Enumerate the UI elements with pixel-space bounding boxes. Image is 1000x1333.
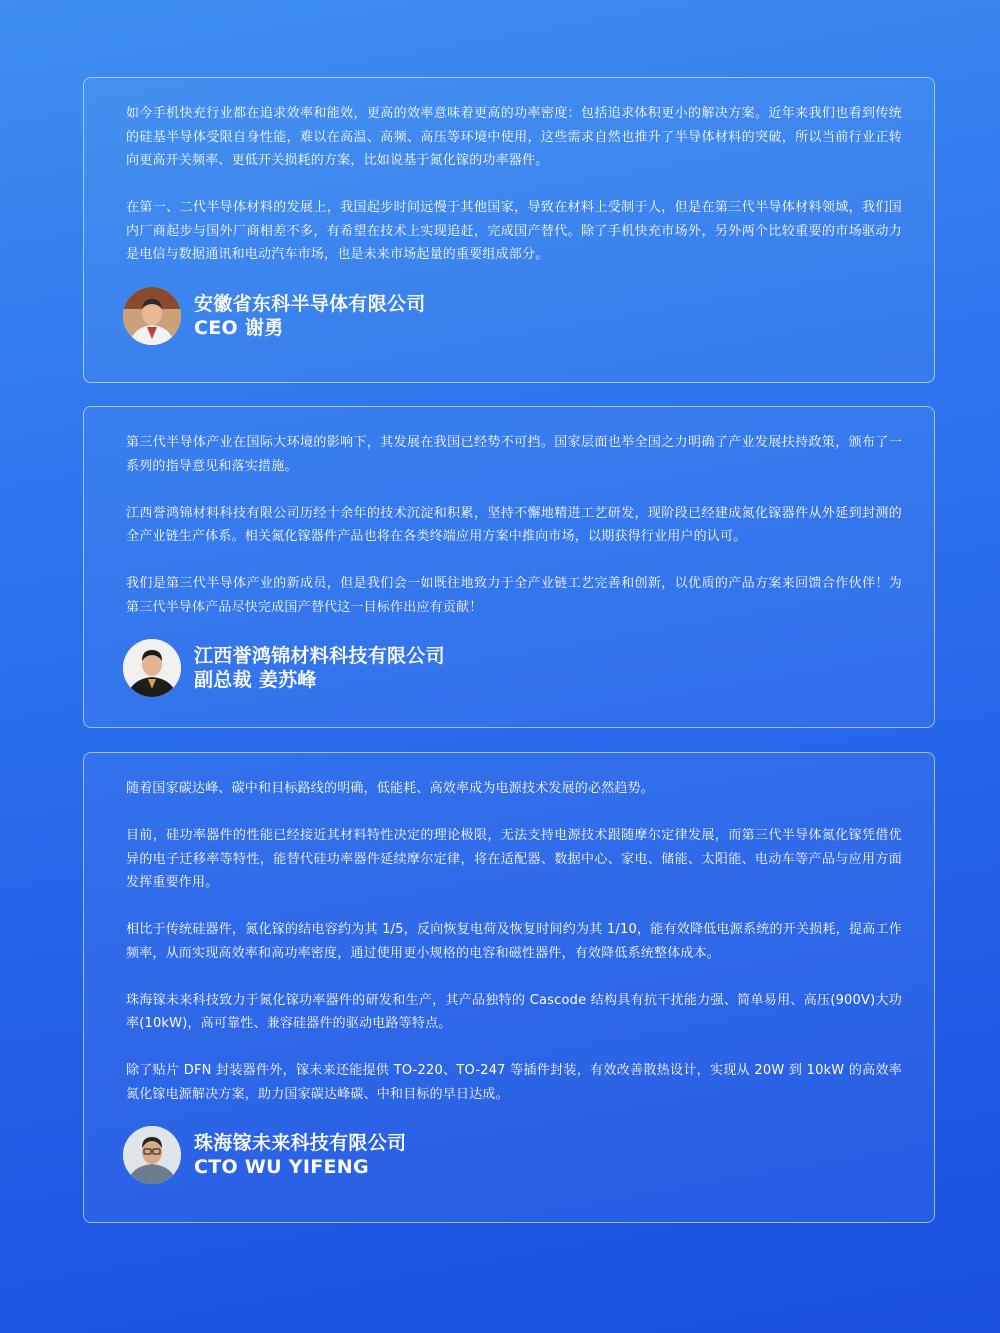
company-name: 江西誉鸿锦材料科技有限公司 xyxy=(194,645,445,667)
quote-paragraph: 随着国家碳达峰、碳中和目标路线的明确，低能耗、高效率成为电源技术发展的必然趋势。 xyxy=(126,781,655,796)
quote-paragraph: 相比于传统硅器件，氮化镓的结电容约为其 1/5，反向恢复电荷及恢复时间约为其 1/10，能有效降低电源系统的开关损耗，提高工作频率，从而实现高效率和高功率密度，通过使用更小规格的电容和磁性器件，有效降低系统整体成本。 xyxy=(126,922,902,961)
author-role: CTO WU YIFENG xyxy=(194,1156,369,1178)
avatar xyxy=(123,287,181,345)
quote-paragraph: 除了贴片 DFN 封装器件外，镓未来还能提供 TO-220、TO-247 等插件封装，有效改善散热设计，实现从 20W 到 10kW 的高效率氮化镓电源解决方案，助力国家碳达峰碳、中和目标的早日达成。 xyxy=(126,1063,902,1102)
company-name: 珠海镓未来科技有限公司 xyxy=(194,1132,407,1154)
author-block xyxy=(123,287,902,345)
company-name: 安徽省东科半导体有限公司 xyxy=(194,292,426,315)
testimonial-card-3 xyxy=(83,752,935,1223)
quote-paragraph: 目前，硅功率器件的性能已经接近其材料特性决定的理论极限，无法支持电源技术跟随摩尔定律发展，而第三代半导体氮化镓凭借优异的电子迁移率等特性，能替代硅功率器件延续摩尔定律，将在适配器、数据中心、家电、储能、太阳能、电动车等产品与应用方面发挥重要作用。 xyxy=(126,828,902,890)
author-role: CEO 谢勇 xyxy=(194,316,284,339)
quote-paragraph: 如今手机快充行业都在追求效率和能效，更高的效率意味着更高的功率密度：包括追求体积更小的解决方案。近年来我们也看到传统的硅基半导体受限自身性能，难以在高温、高频、高压等环境中使用，这些需求自然也推升了半导体材料的突破，所以当前行业正转向更高开关频率、更低开关损耗的方案，比如说基于氮化镓的功率器件。 xyxy=(126,106,902,168)
testimonial-card-1 xyxy=(83,77,935,383)
author-block xyxy=(123,1126,902,1184)
avatar xyxy=(123,1126,181,1184)
quote-paragraph: 珠海镓未来科技致力于氮化镓功率器件的研发和生产，其产品独特的 Cascode 结构具有抗干扰能力强、简单易用、高压(900V)大功率(10kW)，高可靠性、兼容硅器件的驱动电路等特点。 xyxy=(126,992,902,1031)
author-block xyxy=(123,639,902,697)
quote-paragraph: 江西誉鸿锦材料科技有限公司历经十余年的技术沉淀和积累，坚持不懈地精进工艺研发，现阶段已经建成氮化镓器件从外延到封测的全产业链生产体系。相关氮化镓器件产品也将在各类终端应用方案中推向市场，以期获得行业用户的认可。 xyxy=(126,505,902,544)
author-role: 副总裁 姜苏峰 xyxy=(194,669,317,691)
testimonial-card-2 xyxy=(83,406,935,728)
avatar xyxy=(123,639,181,697)
quote-paragraph: 在第一、二代半导体材料的发展上，我国起步时间远慢于其他国家，导致在材料上受制于人，但是在第三代半导体材料领域，我们国内厂商起步与国外厂商相差不多，有希望在技术上实现追赶，完成国产替代。除了手机快充市场外，另外两个比较重要的市场驱动力是电信与数据通讯和电动汽车市场，也是未来市场起量的重要组成部分。 xyxy=(126,200,902,262)
quote-paragraph: 第三代半导体产业在国际大环境的影响下，其发展在我国已经势不可挡。国家层面也举全国之力明确了产业发展扶持政策，颁布了一系列的指导意见和落实措施。 xyxy=(126,435,902,474)
quote-paragraph: 我们是第三代半导体产业的新成员，但是我们会一如既往地致力于全产业链工艺完善和创新，以优质的产品方案来回馈合作伙伴！为第三代半导体产品尽快完成国产替代这一目标作出应有贡献！ xyxy=(126,576,902,615)
